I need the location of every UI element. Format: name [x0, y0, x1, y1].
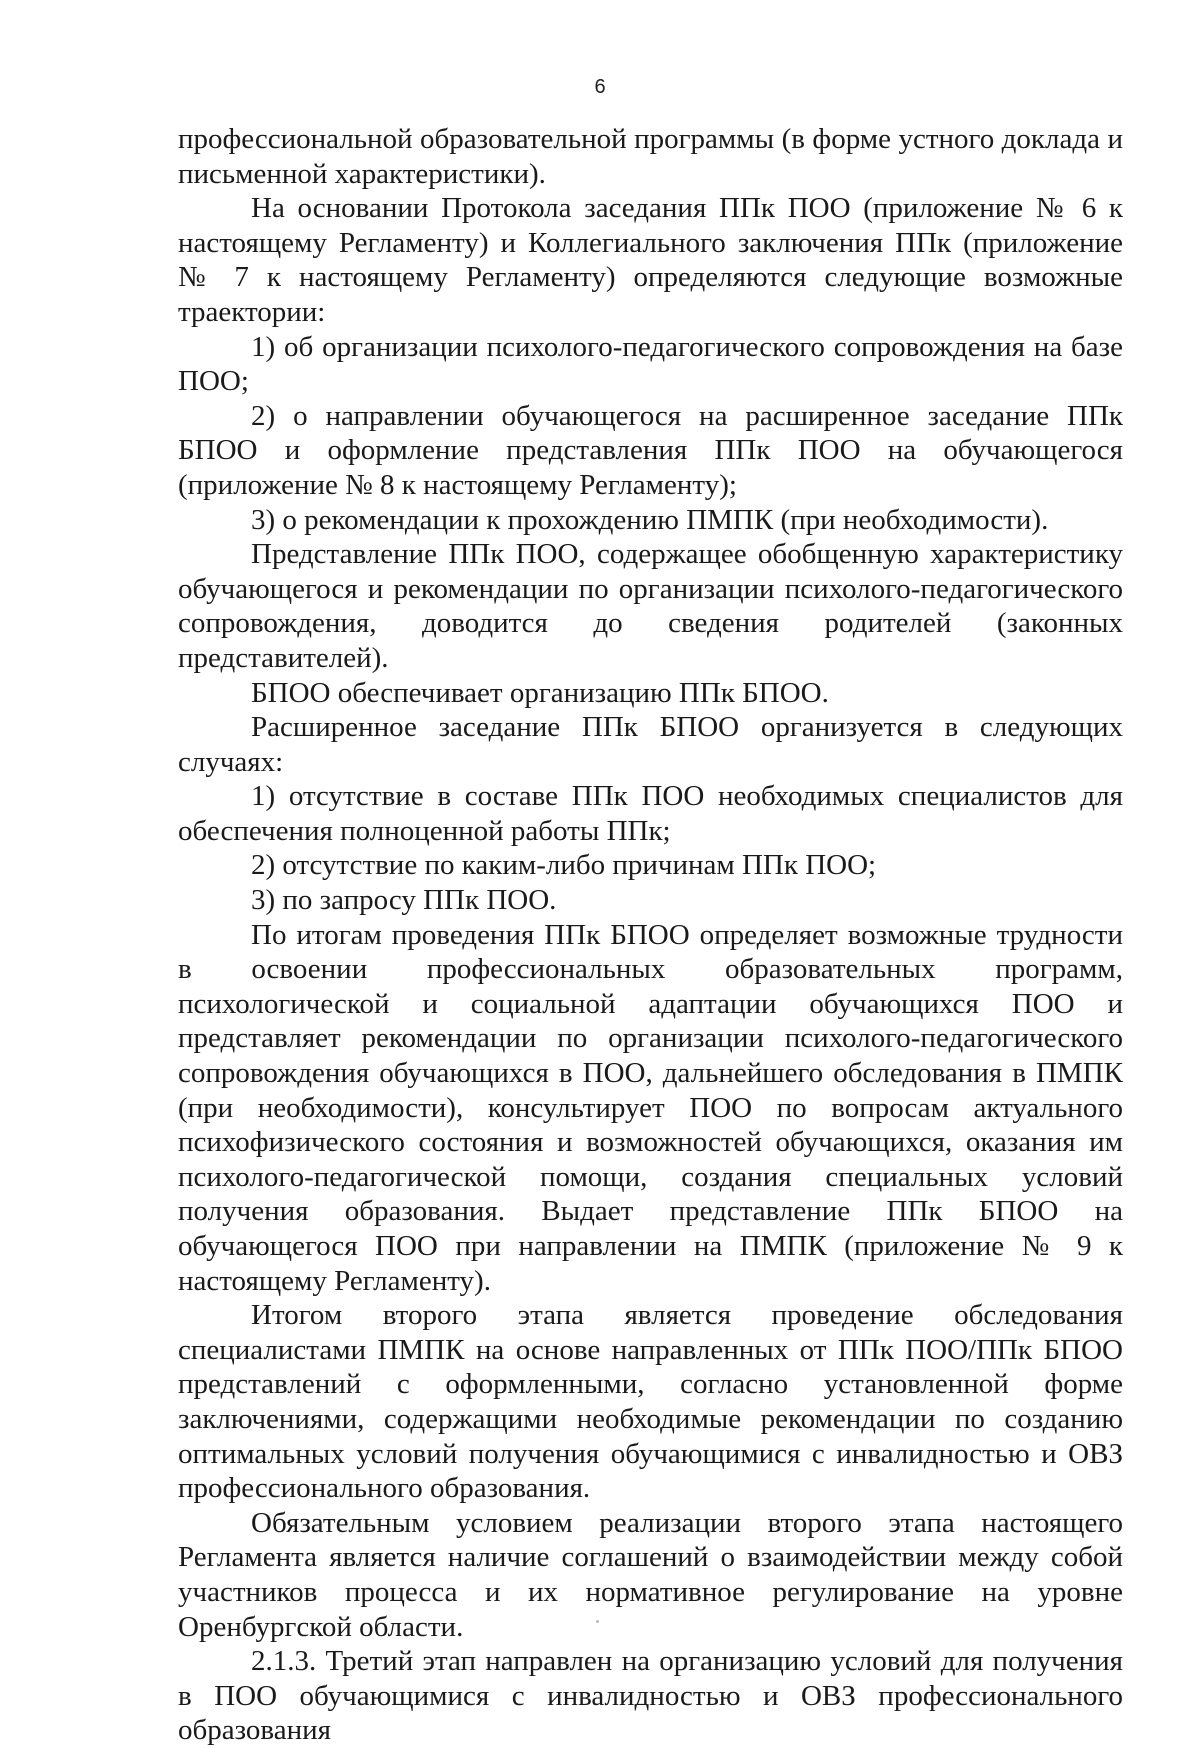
- paragraph-second-stage-condition: Обязательным условием реализации второго этапа настоящего Регламента является наличие соглашений о взаимодействии между собой участников процесса и их нормативное регулирование на уровне Оренбургской области.: [178, 1506, 1123, 1643]
- list-item-trajectory-2: 2) о направлении обучающегося на расширенное заседание ППк БПОО и оформление представления ППк ПОО на обучающегося (приложение № 8 к настоящему Регламенту);: [178, 399, 1123, 501]
- paragraph-trajectories-intro: На основании Протокола заседания ППк ПОО (приложение № 6 к настоящему Регламенту) и Коллегиального заключения ППк (приложение № 7 к настоящему Регламенту) определяются следующие возможные траектории:: [178, 192, 1123, 328]
- list-item-trajectory-1: 1) об организации психолого-педагогического сопровождения на базе ПОО;: [178, 330, 1123, 398]
- list-item-case-2: 2) отсутствие по каким-либо причинам ППк ПОО;: [251, 849, 877, 882]
- scan-artifact-dot: [596, 1620, 599, 1623]
- paragraph-results: По итогам проведения ППк БПОО определяет возможные трудности в освоении профессиональных образовательных программ, психологической и социальной адаптации обучающихся ПОО и представляет рекомендации по организации психолого-педагогического сопровождения обучающихся в ПОО, дальнейшего обследования в ПМПК (при необходимости), консультирует ПОО по вопросам актуального психофизического состояния и возможностей обучающихся, оказания им психолого-педагогической помощи, создания специальных условий получения образования. Выдает представление ППк БПОО на обучающегося ПОО при направлении на ПМПК (приложение № 9 к настоящему Регламенту).: [178, 918, 1123, 1297]
- paragraph-representation: Представление ППк ПОО, содержащее обобщенную характеристику обучающегося и рекомендации по организации психолого-педагогического сопровождения, доводится до сведения родителей (законных представителей).: [178, 538, 1123, 674]
- paragraph-second-stage-outcome: Итогом второго этапа является проведение обследования специалистами ПМПК на основе направленных от ППк ПОО/ППк БПОО представлений с оформленными, согласно установленной форме заключениями, содержащими необходимые рекомендации по созданию оптимальных условий получения обучающимися с инвалидностью и ОВЗ профессионального образования.: [178, 1299, 1123, 1505]
- paragraph-bpoo-organization: БПОО обеспечивает организацию ППк БПОО.: [251, 676, 829, 709]
- paragraph-extended-meeting: Расширенное заседание ППк БПОО организуется в следующих случаях:: [178, 711, 1123, 778]
- document-body: [178, 122, 1123, 1748]
- list-item-case-3: 3) по запросу ППк ПОО.: [251, 884, 557, 917]
- list-item-case-1: 1) отсутствие в составе ППк ПОО необходимых специалистов для обеспечения полноценной работы ППк;: [178, 780, 1123, 847]
- paragraph-third-stage: 2.1.3. Третий этап направлен на организацию условий для получения в ПОО обучающимися с инвалидностью и ОВЗ профессионального образования: [178, 1645, 1123, 1747]
- list-item-trajectory-3: 3) о рекомендации к прохождению ПМПК (при необходимости).: [251, 503, 1049, 536]
- paragraph-continuation: профессиональной образовательной программы (в форме устного доклада и письменной характеристики).: [178, 123, 1123, 190]
- page-number: 6: [594, 76, 606, 98]
